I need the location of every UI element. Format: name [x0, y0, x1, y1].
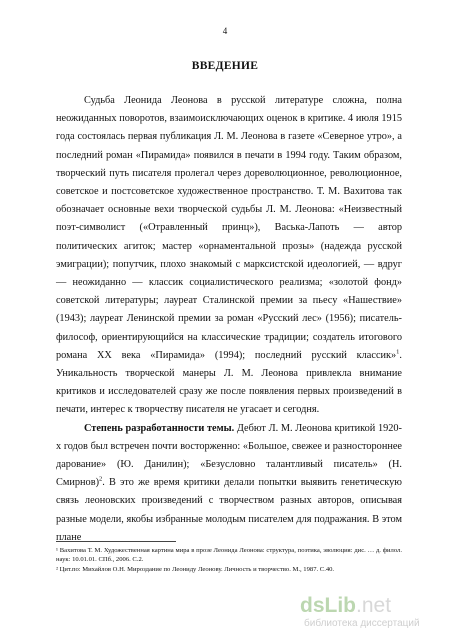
paragraph-2-text: Дебют Л. М. Леонова критикой 1920-х годов был встречен почти восторженно: «Большое, свежее и разностороннее дарование» (Ю. Данилин); «Безусловно талантливый писатель» (Н. Смирнов)	[56, 422, 402, 489]
paragraph-2-end: . В это же время критики делали попытки выявить генетическую связь леоновских произведений с творчеством разных авторов, описывая разные модели, якобы избранные молодым писателем для подражания. В этом плане	[56, 477, 402, 543]
footnote-divider	[56, 541, 176, 542]
footnote-1: ¹ Вахитова Т. М. Художественная картина мира в прозе Леонида Леонова: структура, поэтика, эволюция: дис. … д. филол. наук: 10.01.01. СПб., 2006. С.2.	[56, 547, 402, 564]
footnotes	[56, 546, 402, 574]
paragraph-2-lead: Степень разработанности темы.	[84, 422, 235, 434]
footnote-2: ² Цит.по: Михайлов О.Н. Мироздание по Леониду Леонову. Личность и творчество. М., 1987. С.40.	[56, 565, 335, 573]
paragraph-1-text: Судьба Леонида Леонова в русской литературе сложна, полна неожиданных поворотов, взаимоисключающих оценок в критике. 4 июля 1915 года состоялась первая публикация Л. М. Леонова в газете «Северное утро», а последний роман «Пирамида» появился в печати в 1994 году. Таким образом, творческий путь писателя пролегал через дореволюционное, революционное, советское и постсоветское художественное пространство. Т. М. Вахитова так обозначает основные вехи творческой судьбы Л. М. Леонова: «Неизвестный поэт-символист («Отравленный принц»), Васька-Лапоть — автор политических агиток; мастер «орнаментальной прозы» (надежда русской эмиграции); попутчик, плохо знакомый с марксистской идеологией, — вдруг — неожиданно — классик социалистического реализма; «золотой фонд» советской литературы; лауреат Сталинской премии за пьесу «Нашествие» (1943); лауреат Ленинской премии за роман «Русский лес» (1956); писатель-философ, ориентирующийся на классические традиции; создатель итогового романа XX века «Пирамида» (1994); последний русский классик»	[56, 95, 402, 361]
paragraph-1-end: . Уникальность творческой манеры Л. М. Леонова привлекла внимание критиков и исследователей сразу же после появления первых произведений в печати, интерес к творчеству писателя не угасает и сегодня.	[56, 349, 402, 416]
page-number: 4	[222, 26, 228, 36]
section-heading: ВВЕДЕНИЕ	[191, 60, 259, 72]
paragraph-1	[56, 92, 402, 420]
dslib-logo	[300, 594, 391, 618]
paragraph-2	[56, 420, 402, 547]
logo-suffix: .net	[356, 594, 392, 617]
footnote-ref-1[interactable]: 1	[396, 348, 400, 356]
footnote-ref-2[interactable]: 2	[99, 475, 103, 483]
body-text	[56, 92, 402, 547]
dslib-watermark	[300, 594, 446, 632]
logo-main: dsLib	[300, 594, 356, 617]
watermark-tagline: библиотека диссертаций	[304, 618, 420, 629]
